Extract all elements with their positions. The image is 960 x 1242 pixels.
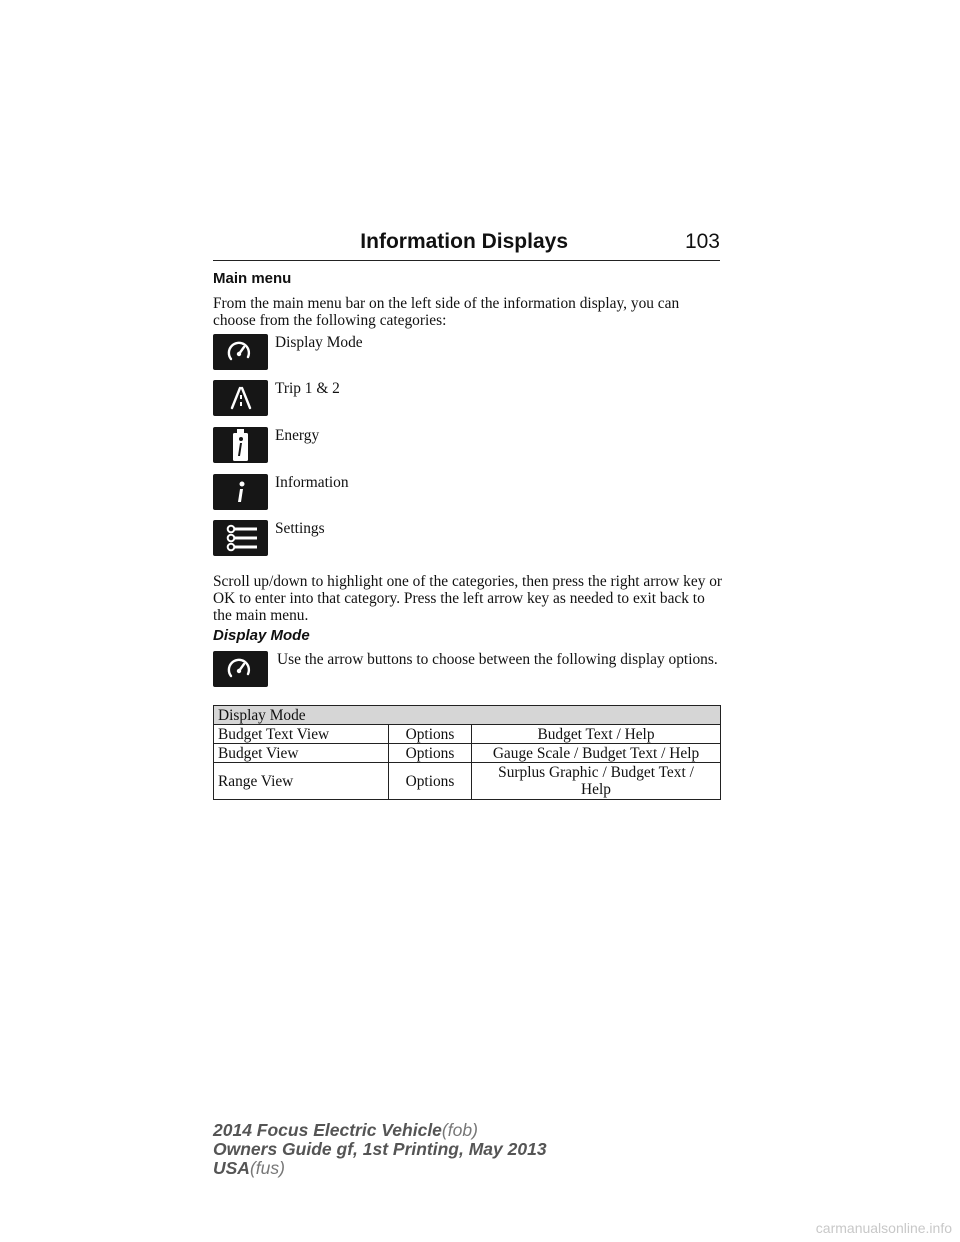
category-label: Trip 1 & 2: [275, 380, 340, 397]
gauge-icon: [213, 651, 268, 687]
gauge-icon: [213, 334, 268, 370]
page-header: [213, 230, 720, 261]
settings-list-icon: [213, 520, 268, 556]
footer-region: USA: [213, 1158, 250, 1178]
page-number: 103: [684, 230, 720, 253]
category-label: Settings: [275, 520, 325, 537]
footer-printing: Owners Guide gf, 1st Printing, May 2013: [213, 1139, 547, 1159]
footer-model: 2014 Focus Electric Vehicle: [213, 1120, 442, 1140]
table-cell: Options: [389, 744, 472, 763]
category-trip: [213, 380, 723, 416]
category-settings: [213, 520, 723, 556]
main-menu-instructions: Scroll up/down to highlight one of the categories, then press the right arrow key or OK to enter into that category. Press the left arrow key as needed to exit back to the main menu.: [213, 573, 723, 624]
display-mode-table: [213, 705, 721, 800]
category-label: Display Mode: [275, 334, 363, 351]
table-row: [214, 725, 721, 744]
footer-region-code: (fus): [249, 1158, 285, 1178]
table-header-row: [214, 706, 721, 725]
display-mode-text: Use the arrow buttons to choose between the following display options.: [277, 651, 718, 668]
table-title: Display Mode: [214, 706, 721, 725]
table-cell: Gauge Scale / Budget Text / Help: [472, 744, 721, 763]
table-row: [214, 763, 721, 800]
category-label: Information: [275, 474, 349, 491]
display-mode-heading: Display Mode: [213, 627, 310, 644]
table-cell: Budget Text / Help: [472, 725, 721, 744]
main-menu-intro: From the main menu bar on the left side of the information display, you can choose from the following categories:: [213, 295, 680, 329]
battery-info-icon: [213, 427, 268, 463]
table-cell: Budget Text View: [214, 725, 389, 744]
road-icon: [213, 380, 268, 416]
table-row: [214, 744, 721, 763]
footer-model-code: (fob): [441, 1120, 478, 1140]
table-cell: Options: [389, 725, 472, 744]
section-title: Information Displays: [360, 230, 568, 253]
watermark: carmanualsonline.info: [815, 1220, 952, 1236]
category-display-mode: [213, 334, 723, 370]
table-cell: Range View: [214, 763, 389, 800]
main-menu-heading: Main menu: [213, 270, 292, 287]
table-cell: Budget View: [214, 744, 389, 763]
table-cell: Options: [389, 763, 472, 800]
table-cell: Surplus Graphic / Budget Text / Help: [472, 763, 721, 800]
category-information: [213, 474, 723, 510]
info-icon: [213, 474, 268, 510]
category-label: Energy: [275, 427, 320, 444]
document-footer: [213, 1121, 547, 1178]
category-energy: [213, 427, 723, 463]
